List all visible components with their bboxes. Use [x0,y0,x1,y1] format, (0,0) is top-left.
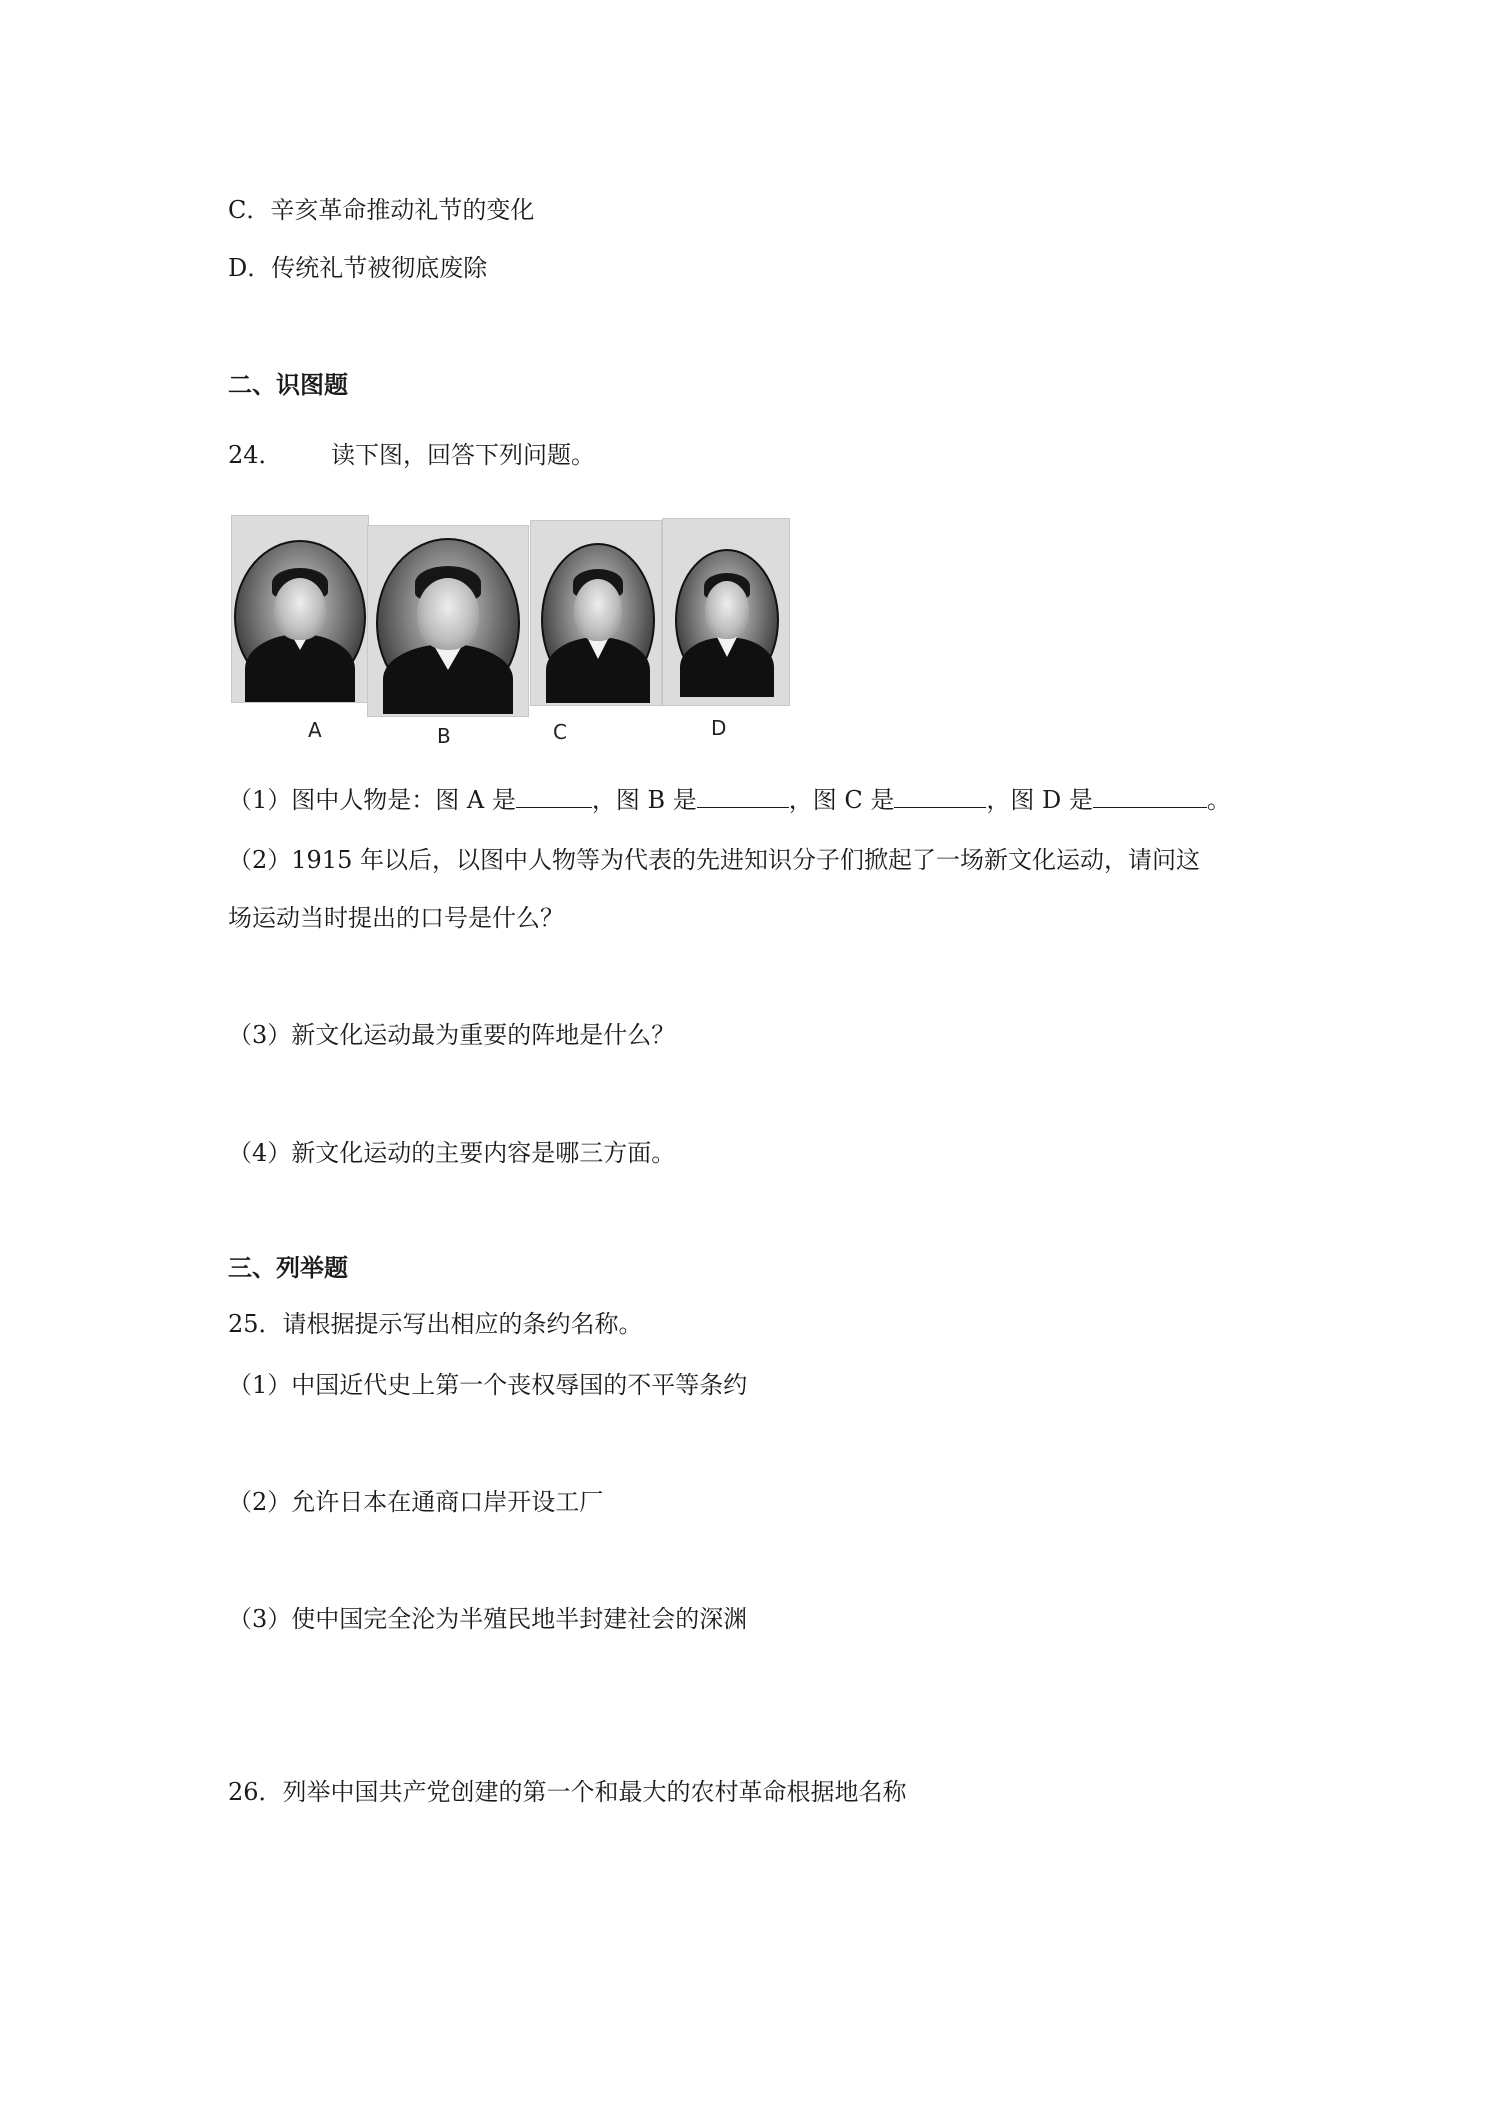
question-24-prompt [228,440,595,470]
answer-blank-b[interactable] [697,785,789,808]
question-24-sub-2-line-1: （2）1915 年以后，以图中人物等为代表的先进知识分子们掀起了一场新文化运动，请问这 [228,846,1200,874]
portrait-photo-b [367,525,529,717]
portrait-strip [228,510,798,755]
portrait-photo-d [662,518,790,706]
sub1-b-label: ，图 B 是 [591,786,697,814]
portrait-label-c: C [553,720,567,744]
portrait-photo-a [231,515,369,703]
question-26-title: 26．列举中国共产党创建的第一个和最大的农村革命根据地名称 [228,1778,907,1806]
option-c: C．辛亥革命推动礼节的变化 [228,196,535,224]
sub1-d-label: ，图 D 是 [986,786,1093,814]
question-25-sub-3: （3）使中国完全沦为半殖民地半封建社会的深渊 [228,1605,748,1633]
question-text: 读下图，回答下列问题。 [331,441,595,469]
answer-blank-c[interactable] [894,785,986,808]
portrait-label-b: B [437,724,451,748]
question-24-sub-2-line-2: 场运动当时提出的口号是什么？ [228,904,564,932]
question-24-sub-4: （4）新文化运动的主要内容是哪三方面。 [228,1139,676,1167]
section-heading-picture-questions: 二、识图题 [228,371,348,399]
question-25-sub-2: （2）允许日本在通商口岸开设工厂 [228,1488,604,1516]
portrait-photo-c [530,520,662,706]
question-24-sub-3: （3）新文化运动最为重要的阵地是什么？ [228,1021,676,1049]
portrait-label-a: A [308,718,322,742]
question-25-sub-1: （1）中国近代史上第一个丧权辱国的不平等条约 [228,1371,748,1399]
sub1-c-label: ，图 C 是 [788,786,895,814]
question-number: 24． [228,441,283,469]
sub1-prefix: （1）图中人物是：图 A 是 [228,786,516,814]
question-24-sub-1 [228,785,1231,815]
answer-blank-d[interactable] [1093,785,1207,808]
portrait-label-d: D [711,716,727,740]
sub1-end: 。 [1206,786,1231,814]
section-heading-list-questions: 三、列举题 [228,1254,348,1282]
option-d: D．传统礼节被彻底废除 [228,254,488,282]
answer-blank-a[interactable] [516,785,592,808]
question-25-title: 25．请根据提示写出相应的条约名称。 [228,1310,643,1338]
